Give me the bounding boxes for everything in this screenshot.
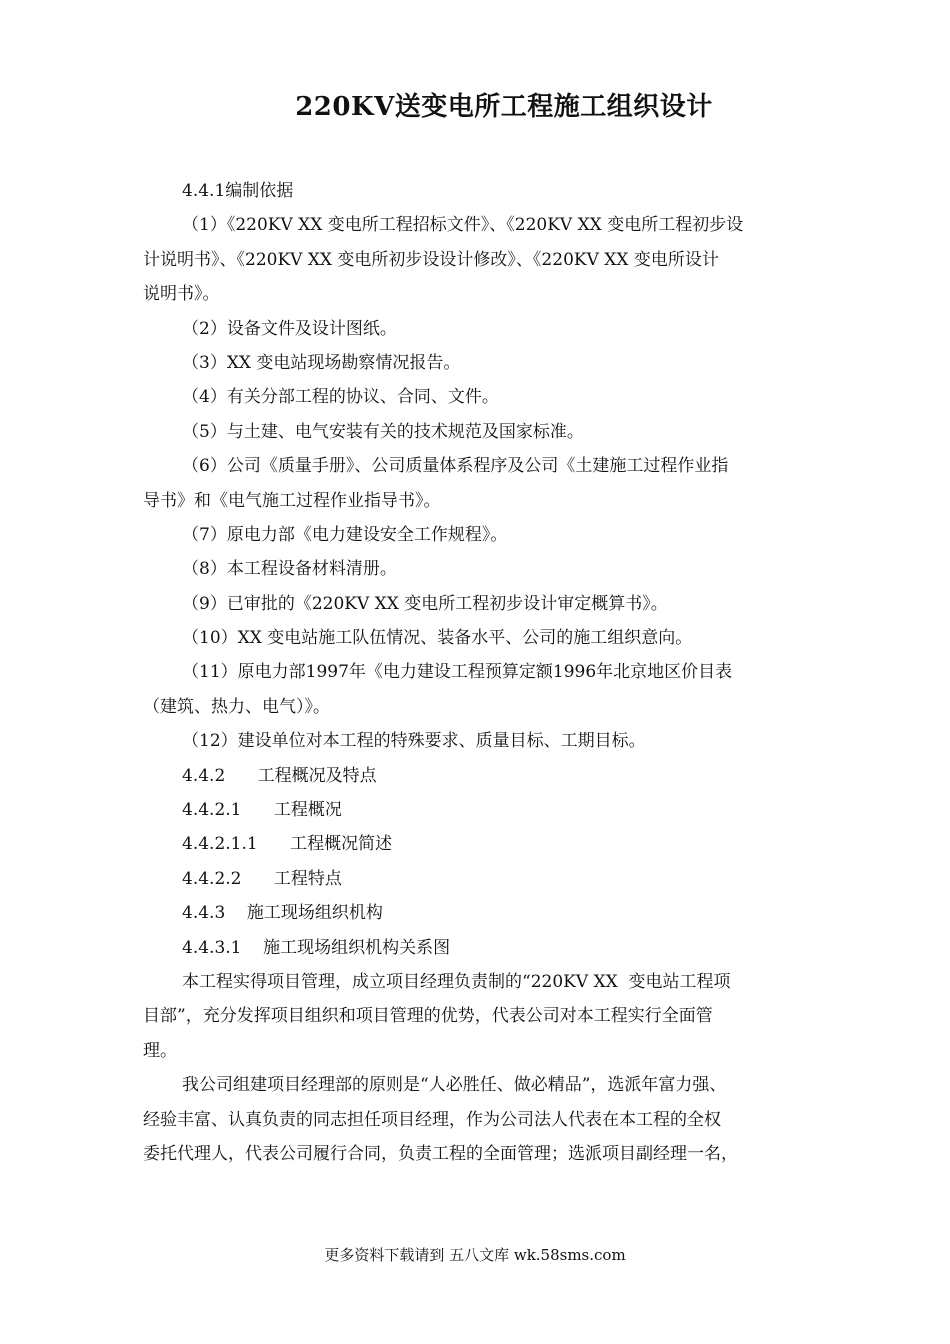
text-line: （11）原电力部1997年《电力建设工程预算定额1996年北京地区价目表 <box>182 662 733 683</box>
text-line: 本工程实得项目管理，成立项目经理负责制的“220KV XX 变电站工程项 <box>182 971 731 992</box>
text-line: 计说明书》、《220KV XX 变电所初步设设计修改》、《220KV XX 变电所设计 <box>143 249 719 270</box>
text-line: 4.4.1编制依据 <box>182 181 294 201</box>
text-line: （2）设备文件及设计图纸。 <box>182 318 397 339</box>
text-line: 导书》和《电气施工过程作业指导书》。 <box>143 490 441 511</box>
document-title: 220KV送变电所工程施工组织设计 <box>295 92 713 122</box>
text-line: 说明书》。 <box>143 284 220 305</box>
text-line: 4.4.3.1 施工现场组织机构关系图 <box>182 937 451 958</box>
text-line: 理。 <box>143 1040 177 1061</box>
text-line: 4.4.2.1 工程概况 <box>182 800 342 821</box>
text-line: （6）公司《质量手册》、公司质量体系程序及公司《土建施工过程作业指 <box>182 456 729 477</box>
text-line: 4.4.2.2 工程特点 <box>182 868 342 889</box>
text-line: 4.4.2 工程概况及特点 <box>182 765 377 786</box>
text-line: 4.4.2.1.1 工程概况简述 <box>182 834 393 855</box>
text-line: 经验丰富、认真负责的同志担任项目经理，作为公司法人代表在本工程的全权 <box>143 1109 721 1130</box>
text-line: （建筑、热力、电气）》。 <box>143 696 330 717</box>
text-line: （7）原电力部《电力建设安全工作规程》。 <box>182 524 508 545</box>
text-line: （3）XX 变电站现场勘察情况报告。 <box>182 352 461 373</box>
text-line: （12）建设单位对本工程的特殊要求、质量目标、工期目标。 <box>182 731 646 752</box>
document-body <box>143 174 825 1171</box>
text-line: 我公司组建项目经理部的原则是“人必胜任、做必精品”，选派年富力强、 <box>182 1075 727 1096</box>
text-line: 目部”，充分发挥项目组织和项目管理的优势，代表公司对本工程实行全面管 <box>143 1006 713 1027</box>
text-line: （1）《220KV XX 变电所工程招标文件》、《220KV XX 变电所工程初步设 <box>182 215 744 236</box>
text-line: 4.4.3 施工现场组织机构 <box>182 903 383 924</box>
text-line: （5）与土建、电气安装有关的技术规范及国家标准。 <box>182 421 584 442</box>
text-line: 委托代理人，代表公司履行合同，负责工程的全面管理；选派项目副经理一名， <box>143 1143 738 1164</box>
text-line: （10）XX 变电站施工队伍情况、装备水平、公司的施工组织意向。 <box>182 628 693 649</box>
text-line: （9）已审批的《220KV XX 变电所工程初步设计审定概算书》。 <box>182 593 668 614</box>
text-line: （4）有关分部工程的协议、合同、文件。 <box>182 387 499 408</box>
text-line: （8）本工程设备材料清册。 <box>182 559 397 580</box>
footer-download-note: 更多资料下载请到 五八文库 wk.58sms.com <box>324 1246 626 1264</box>
